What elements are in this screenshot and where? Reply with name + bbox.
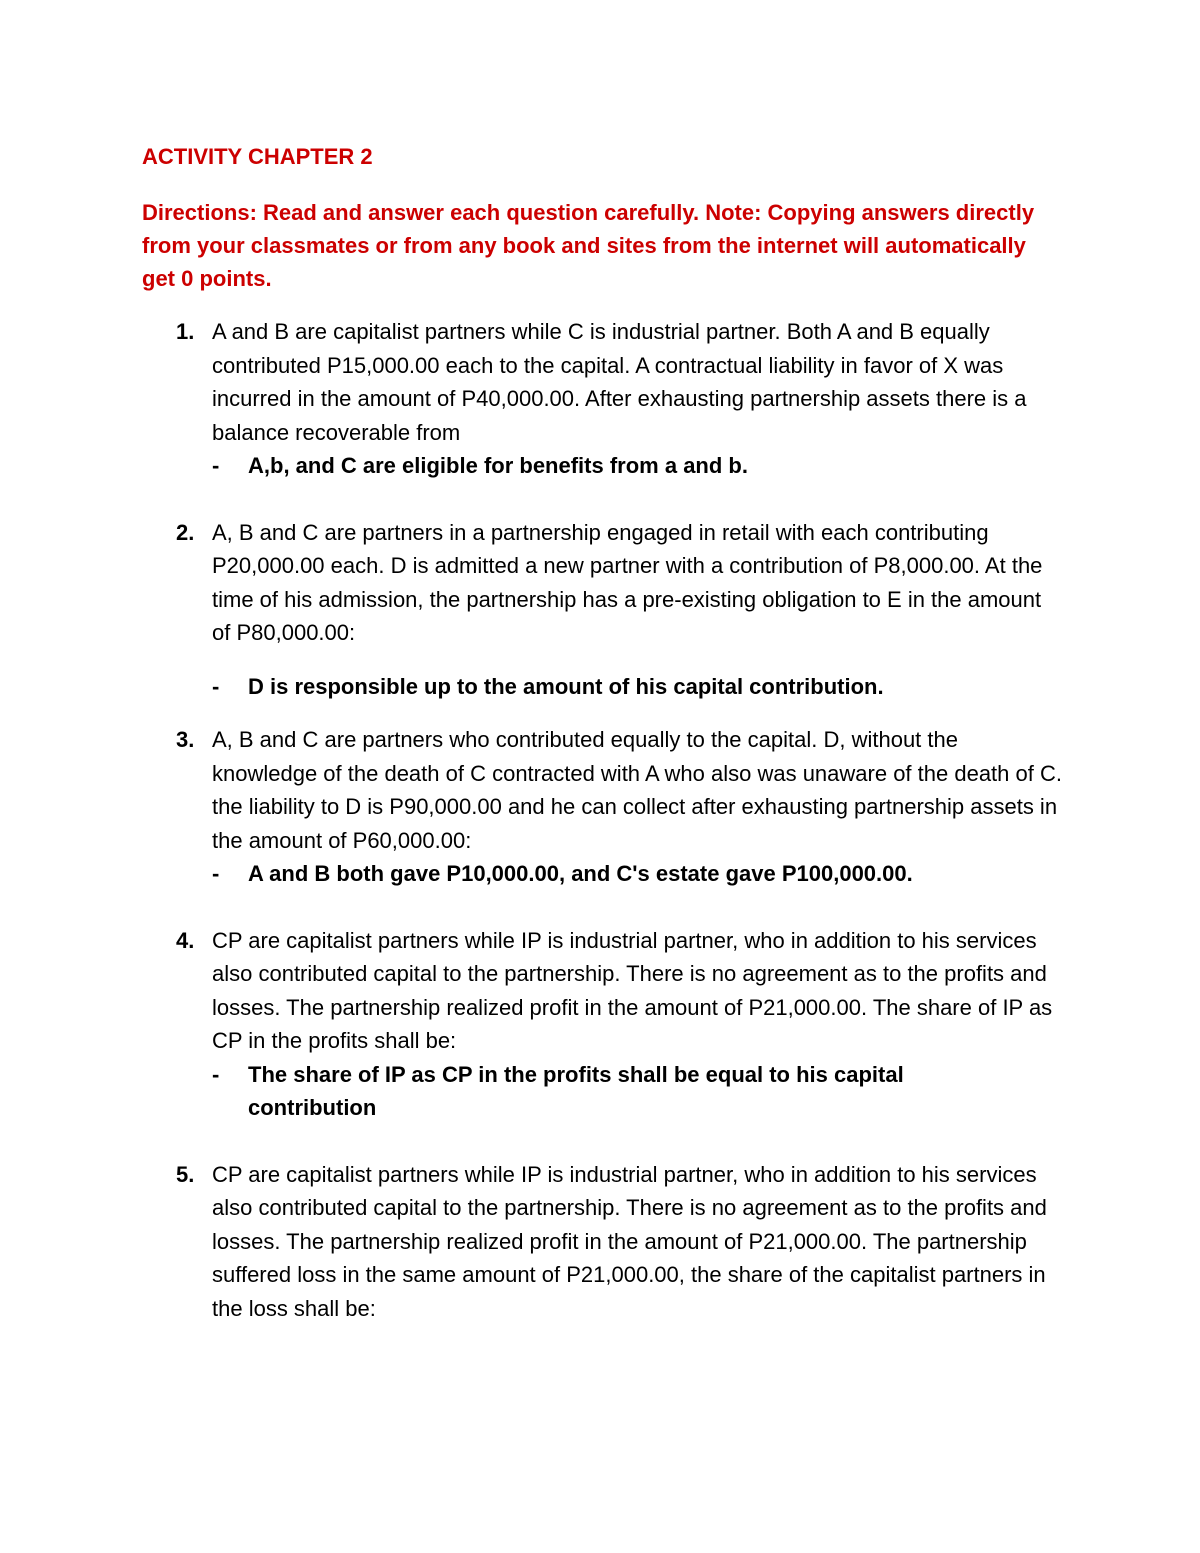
answer-marker: - [212, 1061, 220, 1087]
question-number: 5. [176, 1161, 195, 1187]
question-number: 1. [176, 319, 195, 344]
answer-text: The share of IP as CP in the profits shall be equal to his capital contribution [248, 1061, 904, 1120]
document-page [142, 142, 1062, 1325]
question-item [142, 516, 1062, 650]
question-text: CP are capitalist partners while IP is industrial partner, who in addition to his services also contributed capital to the partnership. There is no agreement as to the profits and losses. The partnership realized profit in the amount of P21,000.00. The partnership suffered loss in the same amount of P21,000.00, the share of the capitalist partners in the loss shall be: [212, 1161, 1047, 1321]
question-number: 4. [176, 927, 195, 953]
answer-item [142, 449, 1062, 483]
question-text: A, B and C are partners who contributed equally to the capital. D, without the knowledge of the death of C contracted with A who also was unaware of the death of C. the liability to D is P90,000.00 and he can collect after exhausting partnership assets in the amount of P60,000.00: [212, 727, 1062, 853]
answer-item [142, 1058, 1062, 1125]
question-item [142, 723, 1062, 857]
document-title: ACTIVITY CHAPTER 2 [142, 144, 373, 169]
answer-item [142, 857, 1062, 891]
question-list [142, 315, 1062, 1325]
answer-marker: - [212, 861, 220, 886]
answer-marker: - [212, 673, 220, 699]
question-number: 2. [176, 519, 195, 545]
answer-marker: - [212, 453, 220, 478]
answer-text: A and B both gave P10,000.00, and C's estate gave P100,000.00. [248, 861, 913, 886]
question-item [142, 1158, 1062, 1326]
question-text: A, B and C are partners in a partnership engaged in retail with each contributing P20,000.00 each. D is admitted a new partner with a contribution of P8,000.00. At the time of his admission, the partnership has a pre-existing obligation to E in the amount of P80,000.00: [212, 519, 1043, 645]
question-text: A and B are capitalist partners while C is industrial partner. Both A and B equally contributed P15,000.00 each to the capital. A contractual liability in favor of X was incurred in the amount of P40,000.00. After exhausting partnership assets there is a balance recoverable from [212, 319, 1027, 445]
question-item [142, 924, 1062, 1058]
answer-text: D is responsible up to the amount of his capital contribution. [248, 673, 884, 699]
directions-paragraph: Directions: Read and answer each question carefully. Note: Copying answers directly from your classmates or from any book and sites from the internet will automatically get 0 points. [142, 200, 1035, 291]
question-item [142, 315, 1062, 449]
answer-item [142, 670, 1062, 704]
question-number: 3. [176, 727, 195, 752]
question-text: CP are capitalist partners while IP is industrial partner, who in addition to his services also contributed capital to the partnership. There is no agreement as to the profits and losses. The partnership realized profit in the amount of P21,000.00. The share of IP as CP in the profits shall be: [212, 927, 1053, 1053]
answer-text: A,b, and C are eligible for benefits from a and b. [248, 453, 748, 478]
